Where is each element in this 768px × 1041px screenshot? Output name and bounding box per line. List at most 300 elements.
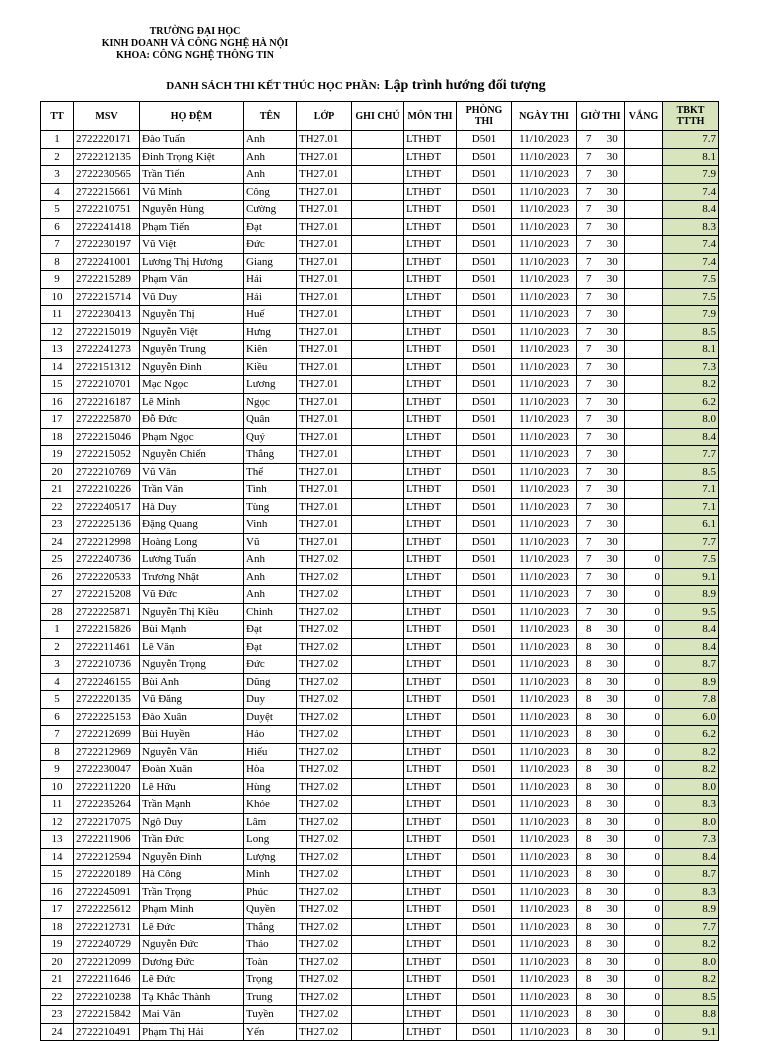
table-row — [41, 236, 719, 254]
cell-vang — [625, 131, 663, 149]
cell-tbkt: 7.7 — [663, 446, 719, 464]
cell-phut: 30 — [601, 971, 625, 989]
cell-ngaythi: 11/10/2023 — [512, 1006, 577, 1024]
cell-tbkt: 9.1 — [663, 568, 719, 586]
cell-monthi: LTHĐT — [404, 131, 457, 149]
cell-ngaythi: 11/10/2023 — [512, 901, 577, 919]
cell-ten: Tình — [244, 481, 297, 499]
cell-ten: Kiên — [244, 341, 297, 359]
cell-gio: 8 — [577, 761, 601, 779]
cell-msv: 2722210769 — [74, 463, 140, 481]
cell-vang: 0 — [625, 551, 663, 569]
cell-msv: 2722151312 — [74, 358, 140, 376]
col-header-monthi: MÔN THI — [404, 102, 457, 131]
cell-gio: 8 — [577, 936, 601, 954]
cell-ngaythi: 11/10/2023 — [512, 743, 577, 761]
cell-tt: 10 — [41, 778, 74, 796]
cell-ghichu — [352, 323, 404, 341]
cell-lop: TH27.02 — [297, 848, 352, 866]
cell-monthi: LTHĐT — [404, 726, 457, 744]
cell-monthi: LTHĐT — [404, 936, 457, 954]
cell-vang: 0 — [625, 638, 663, 656]
col-header-hodem: HỌ ĐỆM — [140, 102, 244, 131]
cell-msv: 2722216187 — [74, 393, 140, 411]
cell-phut: 30 — [601, 621, 625, 639]
cell-ten: Thắng — [244, 918, 297, 936]
cell-gio: 8 — [577, 918, 601, 936]
cell-msv: 2722230197 — [74, 236, 140, 254]
cell-phongthi: D501 — [457, 568, 512, 586]
cell-vang — [625, 288, 663, 306]
cell-msv: 2722212731 — [74, 918, 140, 936]
cell-ghichu — [352, 621, 404, 639]
cell-monthi: LTHĐT — [404, 883, 457, 901]
cell-ten: Hải — [244, 271, 297, 289]
cell-msv: 2722215046 — [74, 428, 140, 446]
cell-hodem: Ngô Duy — [140, 813, 244, 831]
cell-phut: 30 — [601, 131, 625, 149]
table-row — [41, 743, 719, 761]
cell-tt: 7 — [41, 726, 74, 744]
cell-lop: TH27.02 — [297, 638, 352, 656]
cell-ngaythi: 11/10/2023 — [512, 393, 577, 411]
cell-monthi: LTHĐT — [404, 778, 457, 796]
cell-phongthi: D501 — [457, 323, 512, 341]
cell-gio: 8 — [577, 691, 601, 709]
table-row — [41, 936, 719, 954]
table-row — [41, 831, 719, 849]
cell-vang: 0 — [625, 813, 663, 831]
cell-ten: Minh — [244, 866, 297, 884]
cell-ghichu — [352, 306, 404, 324]
cell-ghichu — [352, 218, 404, 236]
cell-phongthi: D501 — [457, 516, 512, 534]
cell-tbkt: 8.9 — [663, 586, 719, 604]
cell-tbkt: 8.2 — [663, 376, 719, 394]
cell-ghichu — [352, 673, 404, 691]
cell-monthi: LTHĐT — [404, 568, 457, 586]
cell-phut: 30 — [601, 936, 625, 954]
cell-phongthi: D501 — [457, 848, 512, 866]
table-row — [41, 1023, 719, 1041]
cell-phut: 30 — [601, 988, 625, 1006]
cell-monthi: LTHĐT — [404, 288, 457, 306]
cell-lop: TH27.02 — [297, 586, 352, 604]
cell-ten: Chinh — [244, 603, 297, 621]
cell-phut: 30 — [601, 323, 625, 341]
cell-vang — [625, 218, 663, 236]
cell-lop: TH27.02 — [297, 726, 352, 744]
cell-phut: 30 — [601, 638, 625, 656]
cell-phut: 30 — [601, 516, 625, 534]
cell-lop: TH27.02 — [297, 971, 352, 989]
table-row — [41, 148, 719, 166]
cell-hodem: Đào Xuân — [140, 708, 244, 726]
cell-tbkt: 8.7 — [663, 656, 719, 674]
cell-vang — [625, 166, 663, 184]
cell-tbkt: 6.2 — [663, 393, 719, 411]
cell-ten: Công — [244, 183, 297, 201]
cell-tbkt: 8.9 — [663, 673, 719, 691]
cell-tt: 8 — [41, 743, 74, 761]
cell-hodem: Nguyễn Trọng — [140, 656, 244, 674]
cell-tbkt: 7.5 — [663, 551, 719, 569]
cell-tt: 22 — [41, 988, 74, 1006]
cell-msv: 2722240729 — [74, 936, 140, 954]
cell-vang: 0 — [625, 918, 663, 936]
cell-lop: TH27.02 — [297, 708, 352, 726]
cell-hodem: Tạ Khắc Thành — [140, 988, 244, 1006]
cell-tt: 16 — [41, 883, 74, 901]
cell-gio: 8 — [577, 953, 601, 971]
table-row — [41, 603, 719, 621]
cell-hodem: Nguyễn Đình — [140, 358, 244, 376]
table-row — [41, 393, 719, 411]
cell-ghichu — [352, 446, 404, 464]
cell-ghichu — [352, 411, 404, 429]
cell-ghichu — [352, 288, 404, 306]
cell-ten: Yến — [244, 1023, 297, 1041]
cell-ngaythi: 11/10/2023 — [512, 183, 577, 201]
cell-ghichu — [352, 131, 404, 149]
cell-phut: 30 — [601, 691, 625, 709]
cell-phut: 30 — [601, 218, 625, 236]
cell-monthi: LTHĐT — [404, 708, 457, 726]
table-row — [41, 848, 719, 866]
cell-tbkt: 8.3 — [663, 796, 719, 814]
cell-tbkt: 8.5 — [663, 988, 719, 1006]
cell-hodem: Nguyễn Chiến — [140, 446, 244, 464]
cell-ngaythi: 11/10/2023 — [512, 463, 577, 481]
table-row — [41, 796, 719, 814]
cell-hodem: Đỗ Đức — [140, 411, 244, 429]
cell-gio: 8 — [577, 1006, 601, 1024]
cell-vang: 0 — [625, 988, 663, 1006]
cell-ghichu — [352, 778, 404, 796]
table-row — [41, 358, 719, 376]
cell-msv: 2722211646 — [74, 971, 140, 989]
table-row — [41, 533, 719, 551]
cell-tt: 18 — [41, 918, 74, 936]
cell-ngaythi: 11/10/2023 — [512, 428, 577, 446]
cell-ghichu — [352, 971, 404, 989]
cell-msv: 2722211461 — [74, 638, 140, 656]
cell-ten: Hiếu — [244, 743, 297, 761]
cell-ten: Anh — [244, 148, 297, 166]
cell-ghichu — [352, 918, 404, 936]
cell-phongthi: D501 — [457, 918, 512, 936]
cell-msv: 2722210701 — [74, 376, 140, 394]
cell-phongthi: D501 — [457, 428, 512, 446]
table-row — [41, 901, 719, 919]
cell-monthi: LTHĐT — [404, 376, 457, 394]
cell-phongthi: D501 — [457, 901, 512, 919]
col-header-phongthi: PHÒNG THI — [457, 102, 512, 131]
cell-vang: 0 — [625, 866, 663, 884]
table-row — [41, 498, 719, 516]
cell-phut: 30 — [601, 743, 625, 761]
cell-phut: 30 — [601, 288, 625, 306]
table-row — [41, 166, 719, 184]
cell-hodem: Lê Đức — [140, 918, 244, 936]
cell-phongthi: D501 — [457, 288, 512, 306]
cell-phut: 30 — [601, 463, 625, 481]
col-header-msv: MSV — [74, 102, 140, 131]
cell-ten: Quý — [244, 428, 297, 446]
cell-lop: TH27.02 — [297, 866, 352, 884]
cell-phongthi: D501 — [457, 621, 512, 639]
cell-vang: 0 — [625, 568, 663, 586]
cell-msv: 2722210751 — [74, 201, 140, 219]
cell-tt: 19 — [41, 936, 74, 954]
cell-phongthi: D501 — [457, 691, 512, 709]
cell-msv: 2722241273 — [74, 341, 140, 359]
cell-hodem: Trần Mạnh — [140, 796, 244, 814]
cell-gio: 7 — [577, 481, 601, 499]
cell-msv: 2722212135 — [74, 148, 140, 166]
cell-phut: 30 — [601, 883, 625, 901]
cell-gio: 8 — [577, 883, 601, 901]
cell-tt: 7 — [41, 236, 74, 254]
col-header-lop: LỚP — [297, 102, 352, 131]
cell-ngaythi: 11/10/2023 — [512, 778, 577, 796]
cell-phongthi: D501 — [457, 376, 512, 394]
cell-msv: 2722246155 — [74, 673, 140, 691]
cell-lop: TH27.01 — [297, 376, 352, 394]
cell-ten: Quyền — [244, 901, 297, 919]
cell-tt: 10 — [41, 288, 74, 306]
table-row — [41, 551, 719, 569]
cell-hodem: Nguyễn Thị Kiều — [140, 603, 244, 621]
cell-ghichu — [352, 481, 404, 499]
cell-ngaythi: 11/10/2023 — [512, 533, 577, 551]
cell-monthi: LTHĐT — [404, 481, 457, 499]
cell-ten: Vũ — [244, 533, 297, 551]
cell-phongthi: D501 — [457, 341, 512, 359]
cell-phongthi: D501 — [457, 148, 512, 166]
cell-gio: 7 — [577, 463, 601, 481]
cell-monthi: LTHĐT — [404, 446, 457, 464]
cell-phongthi: D501 — [457, 271, 512, 289]
university-label: TRƯỜNG ĐẠI HỌC — [149, 26, 241, 37]
cell-monthi: LTHĐT — [404, 796, 457, 814]
cell-ghichu — [352, 761, 404, 779]
cell-phut: 30 — [601, 603, 625, 621]
cell-monthi: LTHĐT — [404, 498, 457, 516]
cell-ngaythi: 11/10/2023 — [512, 341, 577, 359]
cell-vang: 0 — [625, 603, 663, 621]
cell-ghichu — [352, 603, 404, 621]
cell-ngaythi: 11/10/2023 — [512, 481, 577, 499]
cell-msv: 2722220189 — [74, 866, 140, 884]
cell-monthi: LTHĐT — [404, 306, 457, 324]
cell-hodem: Nguyễn Việt — [140, 323, 244, 341]
cell-ngaythi: 11/10/2023 — [512, 988, 577, 1006]
cell-msv: 2722225871 — [74, 603, 140, 621]
cell-tbkt: 8.4 — [663, 201, 719, 219]
cell-monthi: LTHĐT — [404, 358, 457, 376]
cell-tbkt: 8.5 — [663, 323, 719, 341]
cell-hodem: Lê Hữu — [140, 778, 244, 796]
cell-vang — [625, 183, 663, 201]
cell-phongthi: D501 — [457, 638, 512, 656]
cell-ghichu — [352, 358, 404, 376]
table-row — [41, 183, 719, 201]
cell-ghichu — [352, 743, 404, 761]
cell-phut: 30 — [601, 586, 625, 604]
cell-tbkt: 7.7 — [663, 131, 719, 149]
cell-ghichu — [352, 533, 404, 551]
cell-ngaythi: 11/10/2023 — [512, 1023, 577, 1041]
cell-ngaythi: 11/10/2023 — [512, 883, 577, 901]
cell-msv: 2722240517 — [74, 498, 140, 516]
cell-phut: 30 — [601, 271, 625, 289]
cell-phut: 30 — [601, 551, 625, 569]
cell-ten: Huế — [244, 306, 297, 324]
cell-phut: 30 — [601, 148, 625, 166]
cell-gio: 8 — [577, 848, 601, 866]
cell-vang — [625, 253, 663, 271]
table-row — [41, 288, 719, 306]
cell-tbkt: 8.4 — [663, 638, 719, 656]
cell-phongthi: D501 — [457, 971, 512, 989]
cell-hodem: Phạm Thị Hải — [140, 1023, 244, 1041]
cell-phongthi: D501 — [457, 936, 512, 954]
cell-gio: 8 — [577, 708, 601, 726]
cell-phut: 30 — [601, 236, 625, 254]
cell-ghichu — [352, 201, 404, 219]
cell-gio: 7 — [577, 428, 601, 446]
cell-monthi: LTHĐT — [404, 918, 457, 936]
cell-hodem: Trần Tiến — [140, 166, 244, 184]
cell-tt: 2 — [41, 148, 74, 166]
cell-tt: 3 — [41, 166, 74, 184]
cell-lop: TH27.02 — [297, 656, 352, 674]
cell-ngaythi: 11/10/2023 — [512, 218, 577, 236]
table-row — [41, 516, 719, 534]
cell-gio: 7 — [577, 586, 601, 604]
table-row — [41, 341, 719, 359]
cell-monthi: LTHĐT — [404, 813, 457, 831]
cell-monthi: LTHĐT — [404, 201, 457, 219]
cell-monthi: LTHĐT — [404, 533, 457, 551]
cell-ten: Long — [244, 831, 297, 849]
cell-msv: 2722230047 — [74, 761, 140, 779]
cell-gio: 7 — [577, 603, 601, 621]
cell-ten: Vinh — [244, 516, 297, 534]
cell-gio: 7 — [577, 498, 601, 516]
cell-ghichu — [352, 813, 404, 831]
cell-hodem: Hà Duy — [140, 498, 244, 516]
cell-hodem: Đào Tuấn — [140, 131, 244, 149]
cell-gio: 7 — [577, 201, 601, 219]
cell-lop: TH27.01 — [297, 463, 352, 481]
cell-ngaythi: 11/10/2023 — [512, 813, 577, 831]
cell-hodem: Phạm Tiến — [140, 218, 244, 236]
cell-ghichu — [352, 848, 404, 866]
cell-tt: 18 — [41, 428, 74, 446]
cell-vang: 0 — [625, 743, 663, 761]
cell-vang — [625, 236, 663, 254]
cell-ghichu — [352, 183, 404, 201]
table-row — [41, 586, 719, 604]
cell-ngaythi: 11/10/2023 — [512, 953, 577, 971]
cell-ghichu — [352, 988, 404, 1006]
cell-msv: 2722217075 — [74, 813, 140, 831]
cell-ngaythi: 11/10/2023 — [512, 323, 577, 341]
cell-tt: 16 — [41, 393, 74, 411]
cell-msv: 2722225612 — [74, 901, 140, 919]
cell-ten: Khỏe — [244, 796, 297, 814]
cell-phongthi: D501 — [457, 796, 512, 814]
cell-ten: Đạt — [244, 638, 297, 656]
cell-phongthi: D501 — [457, 393, 512, 411]
cell-phongthi: D501 — [457, 236, 512, 254]
cell-gio: 7 — [577, 516, 601, 534]
cell-phut: 30 — [601, 201, 625, 219]
cell-tbkt: 9.1 — [663, 1023, 719, 1041]
cell-phut: 30 — [601, 1006, 625, 1024]
cell-phut: 30 — [601, 481, 625, 499]
cell-hodem: Trần Trọng — [140, 883, 244, 901]
cell-tbkt: 8.3 — [663, 218, 719, 236]
cell-ngaythi: 11/10/2023 — [512, 936, 577, 954]
cell-ten: Lượng — [244, 848, 297, 866]
cell-vang: 0 — [625, 586, 663, 604]
cell-ten: Anh — [244, 131, 297, 149]
table-header-row — [41, 102, 719, 131]
cell-gio: 7 — [577, 358, 601, 376]
cell-phongthi: D501 — [457, 463, 512, 481]
cell-lop: TH27.01 — [297, 131, 352, 149]
cell-monthi: LTHĐT — [404, 428, 457, 446]
table-row — [41, 306, 719, 324]
cell-hodem: Đặng Quang — [140, 516, 244, 534]
cell-ngaythi: 11/10/2023 — [512, 148, 577, 166]
cell-tbkt: 8.0 — [663, 813, 719, 831]
cell-monthi: LTHĐT — [404, 148, 457, 166]
cell-ngaythi: 11/10/2023 — [512, 166, 577, 184]
cell-hodem: Vũ Đăng — [140, 691, 244, 709]
table-row — [41, 323, 719, 341]
cell-phongthi: D501 — [457, 726, 512, 744]
cell-phongthi: D501 — [457, 673, 512, 691]
cell-ten: Phúc — [244, 883, 297, 901]
cell-lop: TH27.02 — [297, 796, 352, 814]
cell-phut: 30 — [601, 1023, 625, 1041]
cell-phut: 30 — [601, 306, 625, 324]
cell-tt: 22 — [41, 498, 74, 516]
cell-vang: 0 — [625, 1023, 663, 1041]
cell-tbkt: 6.1 — [663, 516, 719, 534]
cell-phut: 30 — [601, 253, 625, 271]
cell-tt: 21 — [41, 971, 74, 989]
col-header-tbkt: TBKT TTTH — [663, 102, 719, 131]
cell-phongthi: D501 — [457, 778, 512, 796]
cell-tt: 1 — [41, 131, 74, 149]
cell-hodem: Phạm Ngọc — [140, 428, 244, 446]
cell-ten: Trung — [244, 988, 297, 1006]
cell-ten: Thắng — [244, 446, 297, 464]
cell-ngaythi: 11/10/2023 — [512, 708, 577, 726]
table-row — [41, 813, 719, 831]
cell-phongthi: D501 — [457, 813, 512, 831]
cell-vang — [625, 463, 663, 481]
cell-hodem: Trương Nhật — [140, 568, 244, 586]
cell-ngaythi: 11/10/2023 — [512, 621, 577, 639]
table-row — [41, 953, 719, 971]
cell-lop: TH27.01 — [297, 306, 352, 324]
